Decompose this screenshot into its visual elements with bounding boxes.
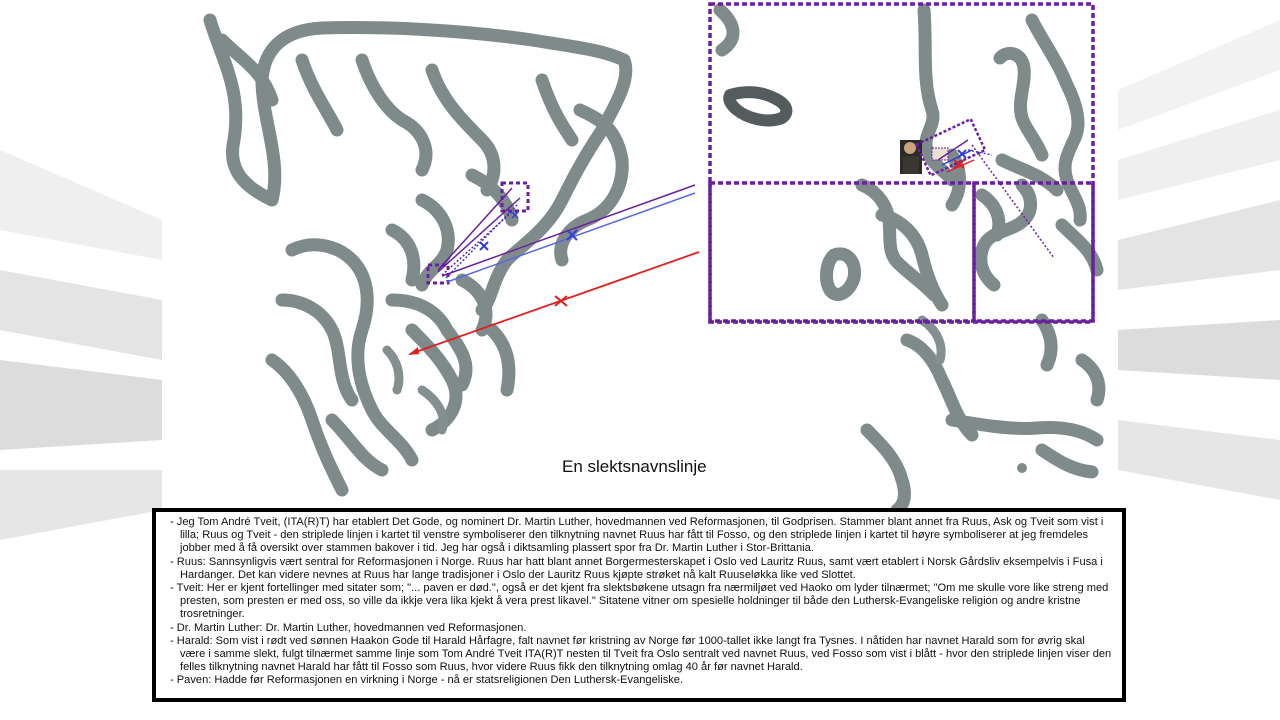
note-item: - Ruus: Sannsynligvis vært sentral for Reformasjonen i Norge. Ruus har hatt blant annet Borgermesterskapet i Oslo ved Lauritz Ruus, samt vært etablert i Norsk Gårdsliv eksempelvis i Fusa i Hardanger. Det kan videre nevnes at Ruus har lange tradisjoner i Oslo der Lauritz Ruus kjøpte strøket nå kalt Ruuseløkka like ved Slottet.: [170, 556, 1112, 582]
note-item: - Paven: Hadde før Reformasjonen en virkning i Norge - nå er statsreligionen Den Luthersk-Evangeliske.: [170, 674, 1112, 687]
note-item: - Tveit: Her er kjent fortellinger med sitater som; "... paven er død.", også er det kjent fra slektsbøkene utsagn fra nærmiljøet ved Haoko om lyder tilnærmet; "Om me skulle vore like streng med presten, som presten er med oss, so ville da ikkje vera lika kjekt å vera prest likavel." Sitatene vitner om spesielle holdninger til både den Luthersk-Evangeliske religion og andre kristne trosretninger.: [170, 582, 1112, 622]
right-map: [710, 4, 1099, 510]
slide-caption: En slektsnavnslinje: [562, 457, 707, 476]
note-item: - Dr. Martin Luther: Dr. Martin Luther, hovedmannen ved Reformasjonen.: [170, 622, 1112, 635]
note-item: - Harald: Som vist i rødt ved sønnen Haakon Gode til Harald Hårfagre, falt navnet før kristning av Norge før 1000-tallet ikke langt fra Tysnes. I nåtiden har navnet Harald som for øvrig skal være i samme slekt, fulgt tilnærmet samme linje som Tom André Tveit ITA(R)T nesten til Tveit fra Oslo sentralt ved navnet Ruus, ved Fosso som vist i blått - hvor den striplede linjen viser den felles tilknytning navnet Harald har fått til Fosso som Ruus, hvor videre Ruus fikk den tilknytning omlag 40 år før navnet Harald.: [170, 635, 1112, 675]
map-illustration: [162, 0, 1118, 510]
luther-portrait-icon: [900, 140, 922, 174]
notes-box: [152, 508, 1126, 702]
note-item: - Jeg Tom André Tveit, (ITA(R)T) har etablert Det Gode, og nominert Dr. Martin Luther, hovedmannen ved Reformasjonen, til Godprisen. Stammer blant annet fra Ruus, Ask og Tveit som vist i lilla; Ruus og Tveit - den striplede linjen i kartet til venstre symboliserer den tilknytning navnet Ruus har fått til Fosso, og den striplede linjen i kartet til høyre symboliserer at jeg fremdeles jobber med å få oversikt over stammen bakover i tid. Jeg har også i diktsamling plassert spor fra Dr. Martin Luther i Stor-Brittania.: [170, 516, 1112, 556]
left-map: [210, 20, 699, 490]
